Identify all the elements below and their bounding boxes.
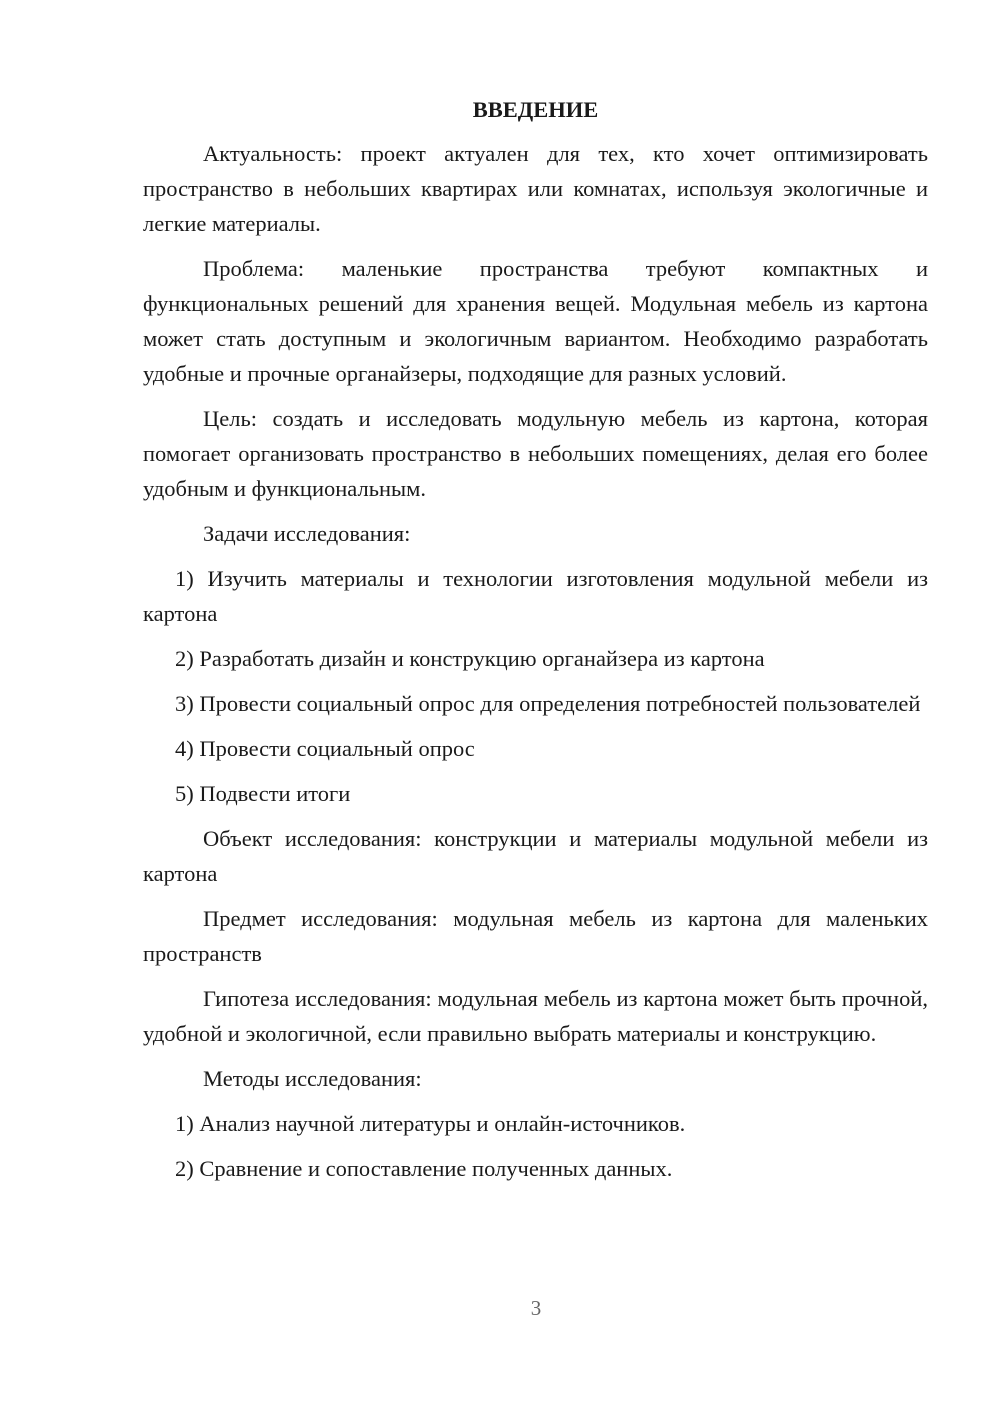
list-item-task-3: 3) Провести социальный опрос для определения потребностей пользователей: [175, 691, 921, 716]
paragraph-hypothesis: Гипотеза исследования: модульная мебель из картона может быть прочной, удобной и экологичной, если правильно выбрать материалы и конструкцию.: [143, 986, 928, 1046]
page-number: 3: [530, 1296, 542, 1320]
list-item-method-2: 2) Сравнение и сопоставление полученных данных.: [175, 1156, 673, 1181]
paragraph-subject: Предмет исследования: модульная мебель из картона для маленьких пространств: [143, 906, 928, 966]
paragraph-object: Объект исследования: конструкции и материалы модульной мебели из картона: [143, 826, 928, 886]
page-title: ВВЕДЕНИЕ: [472, 97, 599, 122]
list-item-task-4: 4) Провести социальный опрос: [175, 736, 475, 761]
paragraph-goal: Цель: создать и исследовать модульную мебель из картона, которая помогает организовать пространство в небольших помещениях, делая его более удобным и функциональным.: [143, 406, 928, 501]
list-item-task-2: 2) Разработать дизайн и конструкцию органайзера из картона: [175, 646, 765, 671]
paragraph-problem: Проблема: маленькие пространства требуют компактных и функциональных решений для хранения вещей. Модульная мебель из картона может стать доступным и экологичным вариантом. Необходимо разработать удобные и прочные органайзеры, подходящие для разных условий.: [143, 256, 928, 386]
paragraph-tasks-heading: Задачи исследования:: [203, 521, 411, 546]
document-page: [143, 92, 928, 1196]
paragraph-methods-heading: Методы исследования:: [203, 1066, 422, 1091]
list-item-method-1: 1) Анализ научной литературы и онлайн-источников.: [175, 1111, 686, 1136]
list-item-task-5: 5) Подвести итоги: [175, 781, 351, 806]
paragraph-relevance: Актуальность: проект актуален для тех, кто хочет оптимизировать пространство в небольших квартирах или комнатах, используя экологичные и легкие материалы.: [143, 141, 928, 236]
list-item-task-1: 1) Изучить материалы и технологии изготовления модульной мебели из картона: [143, 566, 928, 626]
